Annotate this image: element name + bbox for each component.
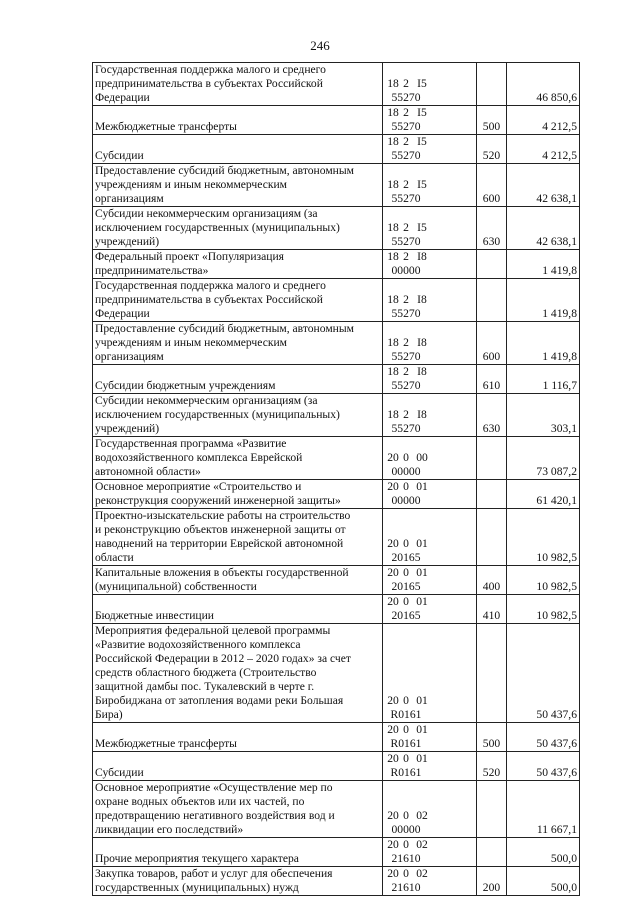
code-part-c4: R0161 bbox=[390, 708, 422, 721]
code-part-c3: 02 bbox=[416, 867, 428, 880]
row-name: Субсидии bbox=[93, 135, 383, 164]
table-row bbox=[93, 164, 580, 207]
table-row bbox=[93, 106, 580, 135]
budget-table bbox=[92, 62, 580, 896]
row-amount: 10 982,5 bbox=[507, 595, 580, 624]
code-part-c3: 01 bbox=[416, 694, 428, 707]
row-amount: 46 850,6 bbox=[507, 63, 580, 106]
row-expense-type: 500 bbox=[477, 106, 507, 135]
code-part-c4: 20165 bbox=[391, 551, 421, 564]
table-row bbox=[93, 437, 580, 480]
row-expense-type: 400 bbox=[477, 566, 507, 595]
code-part-c2: 0 bbox=[403, 867, 409, 880]
row-expense-type: 630 bbox=[477, 394, 507, 437]
code-part-c2: 2 bbox=[403, 77, 409, 90]
row-code bbox=[383, 365, 477, 394]
row-expense-type bbox=[477, 250, 507, 279]
row-amount: 50 437,6 bbox=[507, 723, 580, 752]
table-row bbox=[93, 63, 580, 106]
code-part-c2: 2 bbox=[403, 408, 409, 421]
code-part-c1: 20 bbox=[387, 809, 399, 822]
code-part-c3: I8 bbox=[417, 336, 427, 349]
row-name: Государственная поддержка малого и среднего предпринимательства в субъектах Российской Федерации bbox=[93, 279, 383, 322]
row-amount: 1 419,8 bbox=[507, 322, 580, 365]
row-name: Бюджетные инвестиции bbox=[93, 595, 383, 624]
table-row bbox=[93, 723, 580, 752]
row-name: Субсидии некоммерческим организациям (за исключением государственных (муниципальных) учреждений) bbox=[93, 394, 383, 437]
row-name: Государственная поддержка малого и среднего предпринимательства в субъектах Российской Федерации bbox=[93, 63, 383, 106]
row-expense-type bbox=[477, 480, 507, 509]
row-name: Предоставление субсидий бюджетным, автономным учреждениям и иным некоммерческим организациям bbox=[93, 164, 383, 207]
code-part-c4: 20165 bbox=[391, 609, 421, 622]
table-row bbox=[93, 394, 580, 437]
code-part-c2: 0 bbox=[403, 723, 409, 736]
row-code bbox=[383, 867, 477, 896]
row-code bbox=[383, 781, 477, 838]
code-part-c3: I8 bbox=[417, 293, 427, 306]
table-row bbox=[93, 365, 580, 394]
table-row bbox=[93, 135, 580, 164]
row-amount: 61 420,1 bbox=[507, 480, 580, 509]
row-amount: 303,1 bbox=[507, 394, 580, 437]
code-part-c4: 55270 bbox=[391, 350, 421, 363]
row-expense-type: 610 bbox=[477, 365, 507, 394]
code-part-c2: 0 bbox=[403, 595, 409, 608]
row-amount: 11 667,1 bbox=[507, 781, 580, 838]
row-name: Прочие мероприятия текущего характера bbox=[93, 838, 383, 867]
row-amount: 500,0 bbox=[507, 838, 580, 867]
code-part-c1: 20 bbox=[387, 537, 399, 550]
row-name: Основное мероприятие «Строительство и реконструкция сооружений инженерной защиты» bbox=[93, 480, 383, 509]
table-row bbox=[93, 838, 580, 867]
code-part-c3: 01 bbox=[416, 752, 428, 765]
code-part-c1: 18 bbox=[387, 106, 399, 119]
code-part-c1: 20 bbox=[387, 838, 399, 851]
table-row bbox=[93, 250, 580, 279]
code-part-c1: 18 bbox=[387, 408, 399, 421]
code-part-c4: 55270 bbox=[391, 192, 421, 205]
row-code bbox=[383, 106, 477, 135]
row-code bbox=[383, 437, 477, 480]
code-part-c4: 55270 bbox=[391, 91, 421, 104]
table-row bbox=[93, 207, 580, 250]
row-name: Субсидии bbox=[93, 752, 383, 781]
row-name: Государственная программа «Развитие водохозяйственного комплекса Еврейской автономной области» bbox=[93, 437, 383, 480]
row-expense-type: 200 bbox=[477, 867, 507, 896]
table-row bbox=[93, 867, 580, 896]
row-code bbox=[383, 63, 477, 106]
row-amount: 1 419,8 bbox=[507, 279, 580, 322]
code-part-c4: 55270 bbox=[391, 120, 421, 133]
code-part-c1: 20 bbox=[387, 480, 399, 493]
code-part-c1: 20 bbox=[387, 595, 399, 608]
row-name: Субсидии бюджетным учреждениям bbox=[93, 365, 383, 394]
code-part-c3: I8 bbox=[417, 365, 427, 378]
row-expense-type bbox=[477, 279, 507, 322]
row-amount: 10 982,5 bbox=[507, 566, 580, 595]
row-code bbox=[383, 509, 477, 566]
code-part-c2: 2 bbox=[403, 178, 409, 191]
row-code bbox=[383, 394, 477, 437]
code-part-c1: 20 bbox=[387, 752, 399, 765]
code-part-c2: 2 bbox=[403, 365, 409, 378]
code-part-c1: 18 bbox=[387, 250, 399, 263]
row-code bbox=[383, 250, 477, 279]
row-amount: 4 212,5 bbox=[507, 135, 580, 164]
code-part-c1: 20 bbox=[387, 867, 399, 880]
code-part-c3: I8 bbox=[417, 408, 427, 421]
row-code bbox=[383, 595, 477, 624]
row-expense-type: 600 bbox=[477, 322, 507, 365]
table-row bbox=[93, 509, 580, 566]
row-code bbox=[383, 480, 477, 509]
row-amount: 1 419,8 bbox=[507, 250, 580, 279]
code-part-c2: 0 bbox=[403, 537, 409, 550]
row-name: Проектно-изыскательские работы на строительство и реконструкцию объектов инженерной защиты от наводнений на территории Еврейской автономной области bbox=[93, 509, 383, 566]
row-expense-type: 520 bbox=[477, 752, 507, 781]
row-amount: 4 212,5 bbox=[507, 106, 580, 135]
code-part-c2: 0 bbox=[403, 480, 409, 493]
code-part-c4: 00000 bbox=[391, 264, 421, 277]
row-amount: 42 638,1 bbox=[507, 164, 580, 207]
row-amount: 1 116,7 bbox=[507, 365, 580, 394]
code-part-c3: I5 bbox=[417, 135, 427, 148]
row-code bbox=[383, 279, 477, 322]
row-code bbox=[383, 838, 477, 867]
row-amount: 42 638,1 bbox=[507, 207, 580, 250]
code-part-c2: 2 bbox=[403, 293, 409, 306]
code-part-c3: 01 bbox=[416, 595, 428, 608]
row-amount: 50 437,6 bbox=[507, 624, 580, 723]
row-expense-type: 500 bbox=[477, 723, 507, 752]
row-amount: 73 087,2 bbox=[507, 437, 580, 480]
code-part-c2: 2 bbox=[403, 106, 409, 119]
row-code bbox=[383, 566, 477, 595]
code-part-c1: 20 bbox=[387, 451, 399, 464]
row-name: Предоставление субсидий бюджетным, автономным учреждениям и иным некоммерческим организациям bbox=[93, 322, 383, 365]
row-code bbox=[383, 164, 477, 207]
row-expense-type: 520 bbox=[477, 135, 507, 164]
row-amount: 50 437,6 bbox=[507, 752, 580, 781]
row-code bbox=[383, 624, 477, 723]
code-part-c4: 55270 bbox=[391, 307, 421, 320]
row-name: Закупка товаров, работ и услуг для обеспечения государственных (муниципальных) нужд bbox=[93, 867, 383, 896]
page-number: 246 bbox=[310, 38, 330, 53]
row-expense-type: 600 bbox=[477, 164, 507, 207]
row-expense-type bbox=[477, 624, 507, 723]
row-code bbox=[383, 207, 477, 250]
row-name: Межбюджетные трансферты bbox=[93, 723, 383, 752]
code-part-c2: 0 bbox=[403, 694, 409, 707]
table-row bbox=[93, 566, 580, 595]
table-row bbox=[93, 752, 580, 781]
row-name: Капитальные вложения в объекты государственной (муниципальной) собственности bbox=[93, 566, 383, 595]
code-part-c1: 20 bbox=[387, 566, 399, 579]
code-part-c2: 0 bbox=[403, 809, 409, 822]
row-name: Субсидии некоммерческим организациям (за исключением государственных (муниципальных) учреждений) bbox=[93, 207, 383, 250]
code-part-c2: 2 bbox=[403, 135, 409, 148]
code-part-c1: 18 bbox=[387, 336, 399, 349]
code-part-c4: 00000 bbox=[391, 823, 421, 836]
row-expense-type bbox=[477, 509, 507, 566]
row-code bbox=[383, 752, 477, 781]
code-part-c4: 21610 bbox=[391, 881, 421, 894]
code-part-c2: 0 bbox=[403, 566, 409, 579]
code-part-c1: 18 bbox=[387, 221, 399, 234]
table-row bbox=[93, 624, 580, 723]
row-name: Федеральный проект «Популяризация предпринимательства» bbox=[93, 250, 383, 279]
code-part-c3: 00 bbox=[416, 451, 428, 464]
code-part-c1: 18 bbox=[387, 135, 399, 148]
code-part-c1: 20 bbox=[387, 723, 399, 736]
code-part-c4: 21610 bbox=[391, 852, 421, 865]
code-part-c2: 2 bbox=[403, 336, 409, 349]
row-expense-type: 410 bbox=[477, 595, 507, 624]
row-name: Межбюджетные трансферты bbox=[93, 106, 383, 135]
code-part-c3: 02 bbox=[416, 838, 428, 851]
table-row bbox=[93, 595, 580, 624]
code-part-c3: 01 bbox=[416, 480, 428, 493]
code-part-c2: 2 bbox=[403, 221, 409, 234]
table-row bbox=[93, 322, 580, 365]
code-part-c3: 01 bbox=[416, 566, 428, 579]
code-part-c3: 02 bbox=[416, 809, 428, 822]
code-part-c4: 55270 bbox=[391, 149, 421, 162]
code-part-c4: 00000 bbox=[391, 465, 421, 478]
row-code bbox=[383, 135, 477, 164]
row-name: Основное мероприятие «Осуществление мер по охране водных объектов или их частей, по предотвращению негативного воздействия вод и ликвидации его последствий» bbox=[93, 781, 383, 838]
row-amount: 10 982,5 bbox=[507, 509, 580, 566]
code-part-c1: 18 bbox=[387, 178, 399, 191]
code-part-c4: R0161 bbox=[390, 737, 422, 750]
code-part-c4: 00000 bbox=[391, 494, 421, 507]
code-part-c3: I5 bbox=[417, 221, 427, 234]
code-part-c3: 01 bbox=[416, 723, 428, 736]
table-row bbox=[93, 781, 580, 838]
row-expense-type bbox=[477, 838, 507, 867]
code-part-c4: 55270 bbox=[391, 379, 421, 392]
table-row bbox=[93, 279, 580, 322]
code-part-c3: I8 bbox=[417, 250, 427, 263]
code-part-c3: I5 bbox=[417, 106, 427, 119]
table-row bbox=[93, 480, 580, 509]
code-part-c3: 01 bbox=[416, 537, 428, 550]
code-part-c4: 55270 bbox=[391, 235, 421, 248]
row-expense-type bbox=[477, 781, 507, 838]
code-part-c4: R0161 bbox=[390, 766, 422, 779]
row-code bbox=[383, 723, 477, 752]
code-part-c1: 18 bbox=[387, 365, 399, 378]
row-code bbox=[383, 322, 477, 365]
row-expense-type bbox=[477, 437, 507, 480]
code-part-c3: I5 bbox=[417, 178, 427, 191]
code-part-c2: 0 bbox=[403, 838, 409, 851]
code-part-c4: 20165 bbox=[391, 580, 421, 593]
row-amount: 500,0 bbox=[507, 867, 580, 896]
row-expense-type bbox=[477, 63, 507, 106]
code-part-c4: 55270 bbox=[391, 422, 421, 435]
code-part-c2: 0 bbox=[403, 752, 409, 765]
code-part-c2: 2 bbox=[403, 250, 409, 263]
code-part-c3: I5 bbox=[417, 77, 427, 90]
code-part-c2: 0 bbox=[403, 451, 409, 464]
code-part-c1: 18 bbox=[387, 293, 399, 306]
row-name: Мероприятия федеральной целевой программы «Развитие водохозяйственного комплекса Российской Федерации в 2012 – 2020 годах» за счет средств областного бюджета (Строительство защитной дамбы пос. Тукалевский в черте г. Биробиджана от затопления водами реки Большая Бира) bbox=[93, 624, 383, 723]
row-expense-type: 630 bbox=[477, 207, 507, 250]
code-part-c1: 18 bbox=[387, 77, 399, 90]
code-part-c1: 20 bbox=[387, 694, 399, 707]
